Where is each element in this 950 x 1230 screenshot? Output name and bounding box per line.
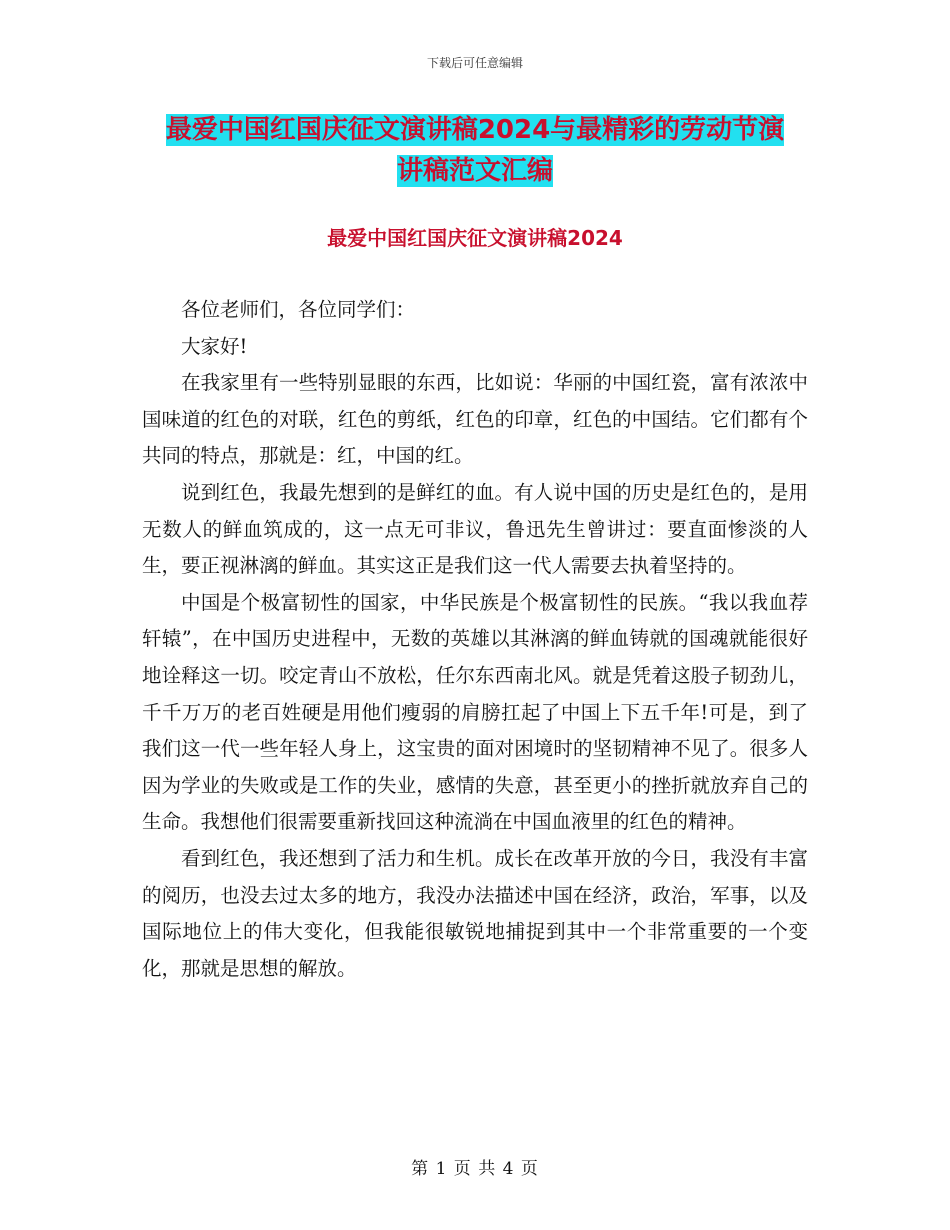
paragraph: 看到红色，我还想到了活力和生机。成长在改革开放的今日，我没有丰富的阅历，也没去过太多的地方，我没办法描述中国在经济，政治，军事，以及国际地位上的伟大变化，但我能很敏锐地捕捉到其中一个非常重要的一个变化，那就是思想的解放。 xyxy=(142,846,808,980)
paragraph-hello: 大家好! xyxy=(181,334,248,358)
page-number-footer: 第 1 页 共 4 页 xyxy=(411,1159,539,1179)
document-title xyxy=(140,110,810,192)
paragraph-greeting: 各位老师们，各位同学们： xyxy=(181,298,416,321)
section-title: 最爱中国红国庆征文演讲稿2024 xyxy=(327,226,623,250)
paragraph: 说到红色，我最先想到的是鲜红的血。有人说中国的历史是红色的，是用无数人的鲜血筑成的，这一点无可非议，鲁迅先生曾讲过：要直面惨淡的人生，要正视淋漓的鲜血。其实这正是我们这一代人需要去执着坚持的。 xyxy=(142,480,808,578)
paragraph: 中国是个极富韧性的国家，中华民族是个极富韧性的民族。“我以我血荐轩辕”，在中国历史进程中，无数的英雄以其淋漓的鲜血铸就的国魂就能很好地诠释这一切。咬定青山不放松，任尔东西南北风。就是凭着这股子韧劲儿，千千万万的老百姓硬是用他们瘦弱的肩膀扛起了中国上下五千年!可是，到了我们这一代一些年轻人身上，这宝贵的面对困境时的坚韧精神不见了。很多人因为学业的失败或是工作的失业，感情的失意，甚至更小的挫折就放弃自己的生命。我想他们很需要重新找回这种流淌在中国血液里的红色的精神。 xyxy=(142,590,808,834)
header-note: 下载后可任意编辑 xyxy=(426,56,523,70)
paragraph: 在我家里有一些特别显眼的东西，比如说：华丽的中国红瓷，富有浓浓中国味道的红色的对联，红色的剪纸，红色的印章，红色的中国结。它们都有个共同的特点，那就是：红，中国的红。 xyxy=(142,371,808,468)
document-body xyxy=(142,292,808,987)
document-title-line1: 最爱中国红国庆征文演讲稿2024与最精彩的劳动节演 xyxy=(165,115,785,145)
document-title-line2: 讲稿范文汇编 xyxy=(396,156,553,186)
